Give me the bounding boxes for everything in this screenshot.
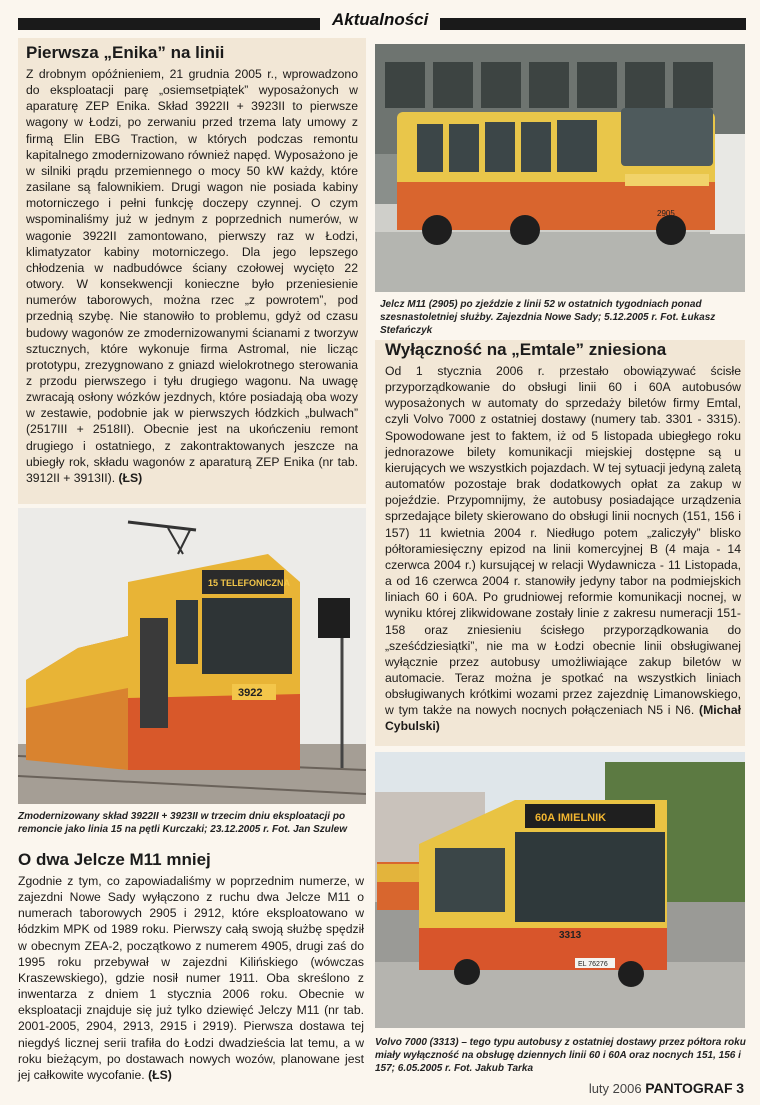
photo-tram (18, 508, 366, 804)
volvo-destination: 60A IMIELNIK (535, 812, 607, 824)
article-text-enika: Z drobnym opóźnieniem, 21 grudnia 2005 r., wprowadzono do eksploatacji parę „osiemsetpiątek” wyposażonych w aparaturę ZEP Enika. Skład 3922II + 3923II to pierwsze wagony w Łodzi, po zerwaniu przed trzema laty umowy z firmą Elin EBG Traction, w których podczas remontu kapitalnego zmodernizowano również napęd. Wyposażono je w silniki prądu przemiennego o mocy 50 kW każdy, które zasilane są falownikiem. Drugi wagon nie posiada kabiny motorniczego i pełni funkcję doczepy czynnej. O czym wspominaliśmy już w jednym z poprzednich numerów, w wagonie 3922II zamontowano, pierwszy raz w Łodzi, klimatyzator kabiny motorniczego. Dla jego lepszego chłodzenia w nadbudówce ściany czołowej wycięto 22 otwory. W konsekwencji konieczne było przeniesienie numerów taborowych, można rzec „z powrotem”, pod przednią szybę. Nie stanowiło to problemu, gdyż od czasu budowy wagonów ze zmodernizowanymi ścianami z tworzyw sztucznych, które wykonuje firma Astromal, nie licząc prototypu, zrezygnowano z gniazd wielokrotnego sterowania z przodu pierwszego i tyłu drugiego wagonu. Na uwagę zwracają osłony wózków jezdnych, które posiadają oba wozy w zestawie, podobnie jak w pierwszych łódzkich „bulwach” (2517III + 2518II). Obecnie jest na ukończeniu remont drugiego i ostatniego, z zakontraktowanych jeszcze na ubiegły rok, składu wagonów z aparaturą ZEP Enika (nr tab. 3912II + 3913II). (26, 67, 358, 485)
article-author-jelcze: (ŁS) (148, 1067, 172, 1082)
article-body-emtale (385, 363, 741, 735)
article-author-enika: (ŁS) (118, 470, 143, 485)
photo-volvo-bus (375, 752, 745, 1028)
article-title-enika: Pierwsza „Enika” na linii (26, 43, 225, 62)
photo-jelcz-bus (375, 44, 745, 292)
page-footer (589, 1080, 744, 1096)
footer-magazine: PANTOGRAF (645, 1080, 733, 1096)
volvo-fleet-number: 3313 (559, 930, 582, 941)
photo-caption-volvo: Volvo 7000 (3313) – tego typu autobusy z ostatniej dostawy przez półtora roku miały wyłączność na obsługę dziennych linii 60 i 60A oraz nocnych 151, 156 i 157; 6.05.2005 r. Fot. Jakub Tarka (375, 1037, 746, 1074)
volvo-plate: EL 76276 (578, 961, 608, 968)
footer-page-number: 3 (736, 1080, 744, 1096)
article-title-jelcze: O dwa Jelcze M11 mniej (18, 850, 211, 869)
article-body-enika (26, 66, 358, 486)
photo-caption-jelcz: Jelcz M11 (2905) po zjeździe z linii 52 w ostatnich tygodniach ponad szesnastoletniej służby. Zajezdnia Nowe Sady; 5.12.2005 r. Fot. Łukasz Stefańczyk (380, 299, 716, 336)
photo-caption-tram: Zmodernizowany skład 3922II + 3923II w trzecim dniu eksploatacji po remoncie jako linia 15 na pętli Kurczaki; 23.12.2005 r. Fot. Jan Szulew (18, 811, 348, 835)
article-body-jelcze (18, 873, 364, 1083)
tram-destination: 15 TELEFONICZNA (208, 578, 291, 588)
footer-issue: luty 2006 (588, 1081, 642, 1096)
article-author-emtale: (Michał Cybulski) (385, 703, 741, 734)
section-title: Aktualności (320, 10, 440, 30)
jelcz-bus-number: 2905 (657, 209, 675, 218)
tram-fleet-number: 3922 (238, 687, 263, 699)
article-text-jelcze: Zgodnie z tym, co zapowiadaliśmy w poprzednim numerze, w zajezdni Nowe Sady wyłączono z ruchu dwa Jelcze M11 o numerach taborowych 2905 i 2912, które eksploatowano w łódzkim MPK od 1989 roku. Pierwszy całą swoją służbę spędził w obecnym ZEA-2, początkowo z numerem 4905, drugi zaś do 1995 roku przebywał w zajezdni Kilińskiego (wówczas Kraszewskiego), gdzie nosił numer 1911. Oba skreślono z inwentarza z dniem 1 stycznia 2006 roku. Obecnie w eksploatacji znajduje się już tylko dziewięć Jelczy M11 (nr tab. 2001-2005, 2904, 2913, 2915 i 2919). Pierwsza dostawa tej niegdyś licznej serii trafiła do Łodzi dwadzieścia lat temu, a w roku bieżącym, po dostawach nowych wozów, planowane jest jej całkowite wycofanie. (18, 874, 364, 1082)
article-title-emtale: Wyłączność na „Emtale” zniesiona (385, 340, 667, 359)
article-text-emtale: Od 1 stycznia 2006 r. przestało obowiązywać ścisłe przyporządkowanie do obsługi linii 60 i 60A autobusów wyposażonych w automaty do sprzedaży biletów firmy Emtal, czyli Volvo 7000 z ostatniej dostawy (numery tab. 3301 - 3315). Spowodowane jest to faktem, iż od 5 listopada ubiegłego roku jednorazowe bilety komunikacji miejskiej dostępne są u kierujących we wszystkich pojazdach. W tej sytuacji jedyną zaletą automatów pozostaje brak dodatkowych opłat za zakup w pojeździe. Przypomnijmy, że autobusy posiadające urządzenia sprzedające bilety skierowano do obsługi linii nocnych (151, 156 i 157) 11 kwietnia 2004 r. Niedługo potem „zaliczyły” blisko półtoramiesięczny epizod na linii komercyjnej B (4 maja - 14 czerwca 2004 r.) kursującej w relacji Wydawnicza - 11 Listopada, a od 16 czerwca 2004 r. stanowiły jedyny tabor na podmiejskich liniach 60 i 60A. Po grudniowej reformie komunikacji nocnej, w wyniku której zlikwidowane zostały linie z zakresu numeracji 151-158 oraz zniesieniu ścisłego przyporządkowania do „sześćdziesiątki”, nie ma w Łodzi obecnie linii obsługiwanej wyłącznie przez autobusy umożliwiające zakup biletów w automacie. Teraz można je spotkać na wszystkich liniach obsługiwanych krótkimi wozami przez zajezdnię Limanowskiego, w tym także na nowych nocnych połączeniach N5 i N6. (385, 364, 741, 718)
